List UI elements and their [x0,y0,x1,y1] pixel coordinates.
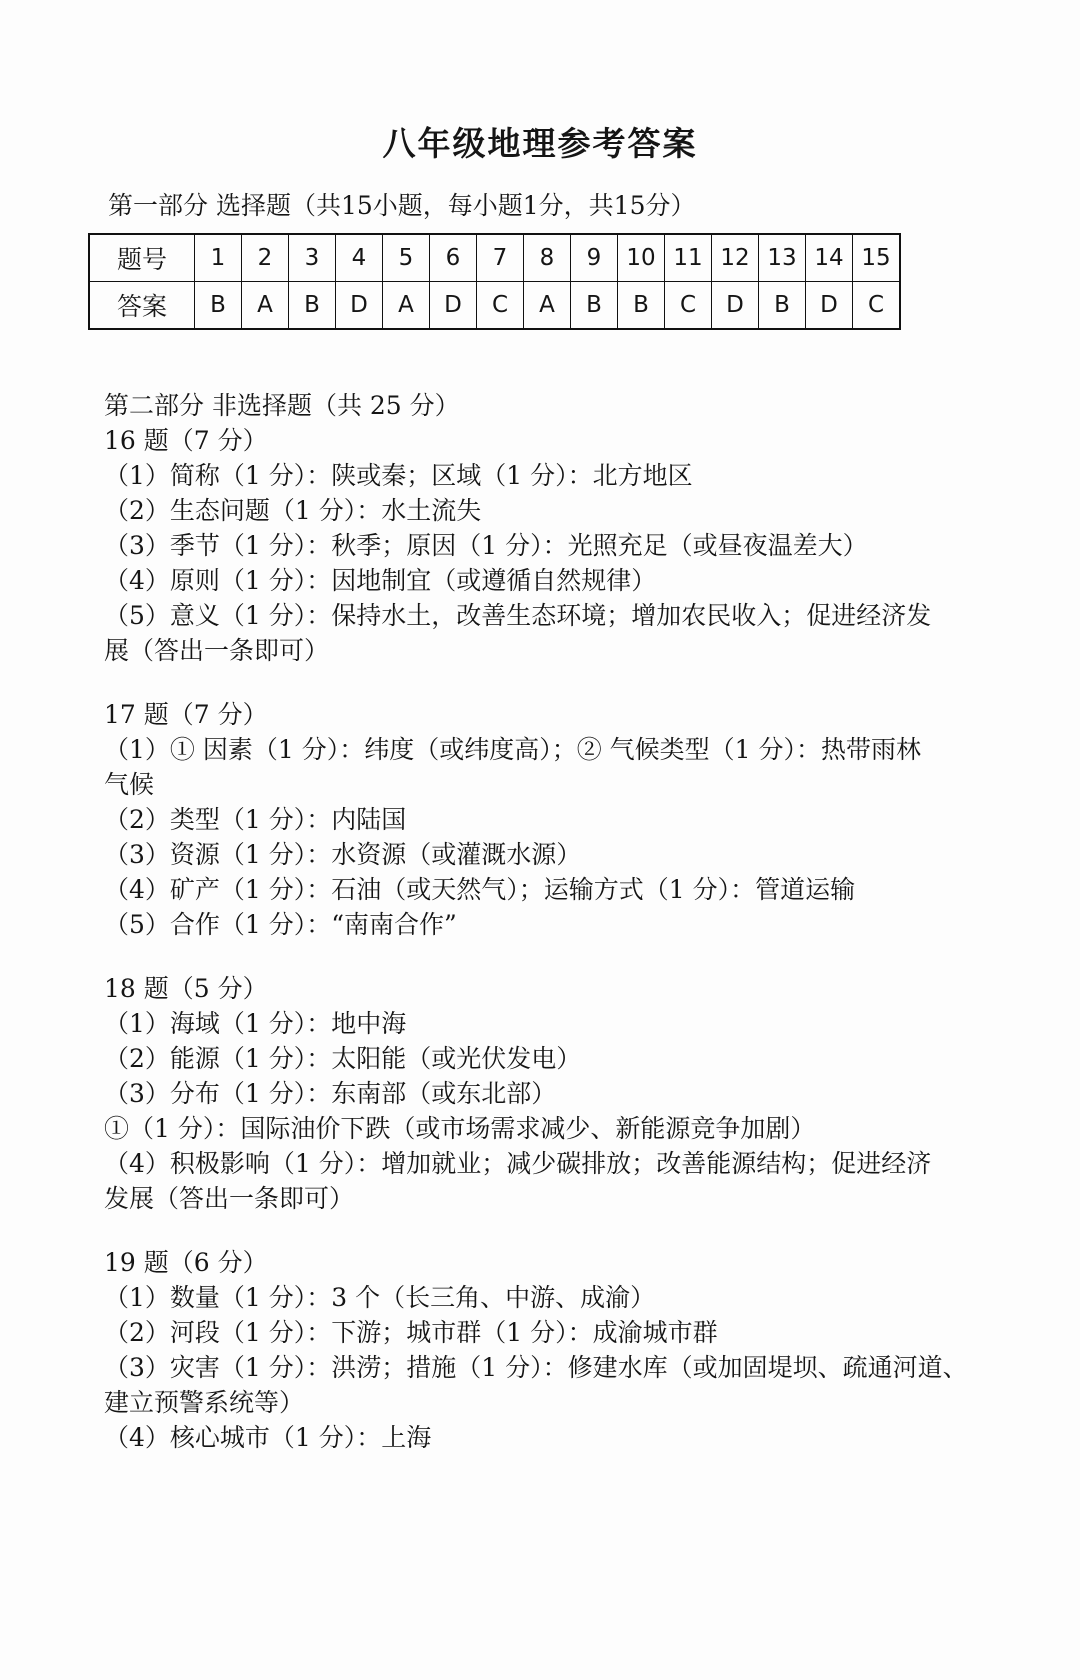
q17-title: 17 题（7 分） [104,700,268,729]
q16-line: （4）原则（1 分）：因地制宜（或遵循自然规律） [104,566,657,595]
q19-line: 建立预警系统等） [104,1388,305,1417]
q17-line: （5）合作（1 分）：“南南合作” [104,910,457,939]
q19-title: 19 题（6 分） [104,1248,268,1277]
q18-title: 18 题（5 分） [104,974,268,1003]
question-number-cell: 5 [383,234,430,282]
q18-line: ①（1 分）：国际油价下跌（或市场需求减少、新能源竞争加剧） [104,1114,816,1143]
q16-title: 16 题（7 分） [104,426,268,455]
answer-table [88,233,901,330]
q19-line: （1）数量（1 分）：3 个（长三角、中游、成渝） [104,1283,656,1312]
q17-line: （2）类型（1 分）：内陆国 [104,805,407,834]
q19-line: （2）河段（1 分）：下游；城市群（1 分）：成渝城市群 [104,1318,718,1347]
question-number-cell: 12 [712,234,759,282]
answer-cell: C [853,282,901,330]
q18-line: （1）海域（1 分）：地中海 [104,1009,407,1038]
question-number-cell: 6 [430,234,477,282]
page-title: 八年级地理参考答案 [382,124,698,163]
question-number-cell: 1 [195,234,242,282]
q18-line: 发展（答出一条即可） [104,1184,355,1213]
answer-cell: B [618,282,665,330]
question-number-cell: 2 [242,234,289,282]
question-number-cell: 7 [477,234,524,282]
row-header-answer: 答案 [89,282,195,330]
question-number-cell: 4 [336,234,383,282]
answer-cell: A [383,282,430,330]
answer-cell: B [571,282,618,330]
q18-line: （4）积极影响（1 分）：增加就业；减少碳排放；改善能源结构；促进经济 [104,1149,932,1178]
part1-heading: 第一部分 选择题（共15小题，每小题1分，共15分） [108,191,696,220]
q17-line: （4）矿产（1 分）：石油（或天然气）；运输方式（1 分）：管道运输 [104,875,856,904]
q16-line: （3）季节（1 分）：秋季；原因（1 分）：光照充足（或昼夜温差大） [104,531,868,560]
answer-cell: B [195,282,242,330]
answer-cell: B [759,282,806,330]
q18-line: （2）能源（1 分）：太阳能（或光伏发电） [104,1044,582,1073]
q17-line: 气候 [104,770,155,799]
question-number-cell: 14 [806,234,853,282]
question-number-cell: 15 [853,234,901,282]
spacer [104,942,1034,971]
row-header-question: 题号 [89,234,195,282]
q19-line: （3）灾害（1 分）：洪涝；措施（1 分）：修建水库（或加固堤坝、疏通河道、 [104,1353,968,1382]
question-number-cell: 8 [524,234,571,282]
answer-cell: B [289,282,336,330]
answer-cell: D [712,282,759,330]
question-number-cell: 13 [759,234,806,282]
question-number-cell: 3 [289,234,336,282]
q16-line: （2）生态问题（1 分）：水土流失 [104,496,482,525]
answer-cell: D [430,282,477,330]
q16-line: 展（答出一条即可） [104,636,330,665]
answer-row [89,282,900,330]
question-number-cell: 10 [618,234,665,282]
part2-section [104,388,1034,1455]
answer-cell: D [336,282,383,330]
spacer [104,668,1034,697]
answer-cell: C [477,282,524,330]
spacer [104,1216,1034,1245]
q16-line: （1）简称（1 分）：陕或秦；区域（1 分）：北方地区 [104,461,693,490]
answer-cell: C [665,282,712,330]
q17-line: （1）① 因素（1 分）：纬度（或纬度高）；② 气候类型（1 分）：热带雨林 [104,735,922,764]
q18-line: （3）分布（1 分）：东南部（或东北部） [104,1079,557,1108]
q16-line: （5）意义（1 分）：保持水土，改善生态环境；增加农民收入；促进经济发 [104,601,932,630]
q19-line: （4）核心城市（1 分）：上海 [104,1423,432,1452]
q17-line: （3）资源（1 分）：水资源（或灌溉水源） [104,840,582,869]
question-number-row [89,234,900,282]
question-number-cell: 9 [571,234,618,282]
answer-cell: D [806,282,853,330]
answer-cell: A [524,282,571,330]
question-number-cell: 11 [665,234,712,282]
part2-heading: 第二部分 非选择题（共 25 分） [104,391,460,420]
answer-cell: A [242,282,289,330]
